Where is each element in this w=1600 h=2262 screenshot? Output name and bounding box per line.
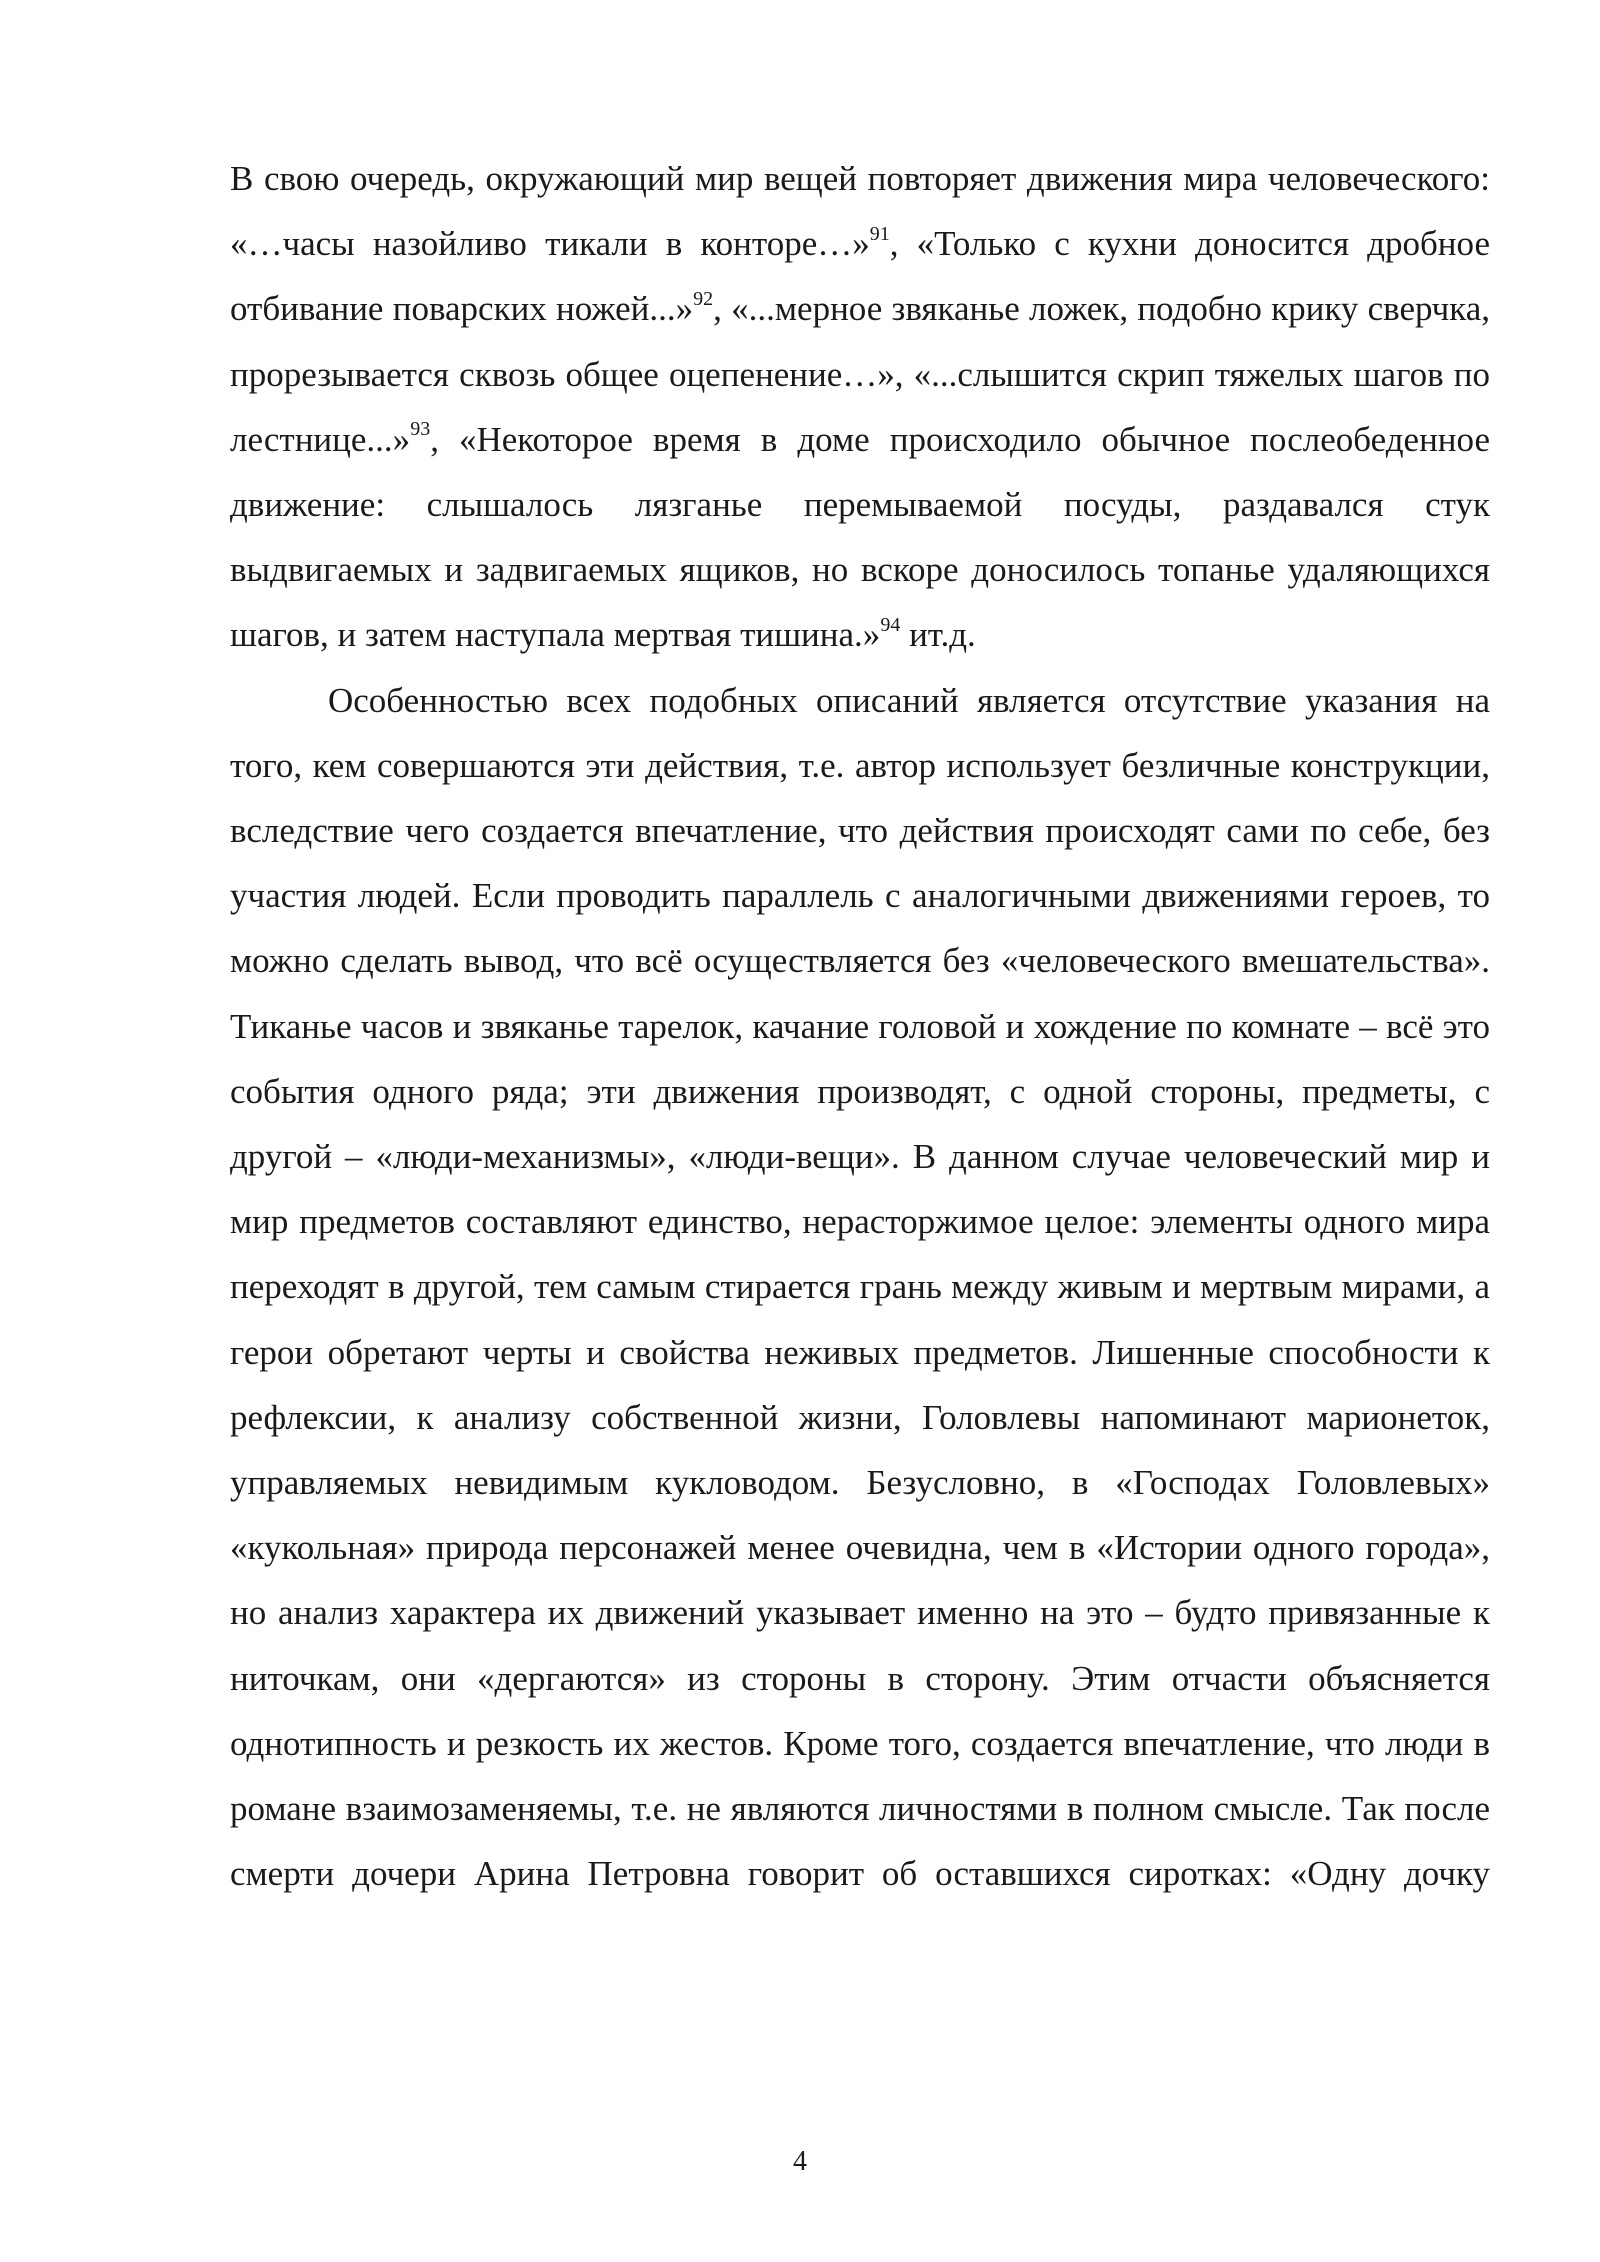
footnote-ref-92: 92 (693, 287, 714, 310)
footnote-ref-91: 91 (869, 222, 890, 245)
footnote-ref-94: 94 (880, 613, 901, 636)
footnote-ref-93: 93 (410, 418, 431, 441)
text-segment: В свою очередь, окружающий мир вещей повторяет движения мира человеческого: «…часы назойливо тикали в конторе…» (230, 159, 1490, 264)
page-number: 4 (793, 2146, 807, 2177)
body-text (230, 146, 1490, 1906)
text-segment: ит.д. (900, 615, 976, 655)
text-segment: , «Некоторое время в доме происходило обычное послеобеденное движение: слышалось лязганье перемываемой посуды, раздавался стук выдвигаемых и задвигаемых ящиков, но вскоре доносилось топанье удаляющихся шагов, и затем наступала мертвая тишина.» (230, 419, 1490, 655)
paragraph-2 (230, 668, 1490, 1907)
paragraph-1 (230, 146, 1490, 668)
text-segment: , «Только с кухни доносится дробное отбивание поварских ножей...» (230, 224, 1490, 329)
text-segment: Особенностью всех подобных описаний является отсутствие указания на того, кем совершаются эти действия, т.е. автор использует безличные конструкции, вследствие чего создается впечатление, что действия происходят сами по себе, без участия людей. Если проводить параллель с аналогичными движениями героев, то можно сделать вывод, что всё осуществляется без «человеческого вмешательства». Тиканье часов и звяканье тарелок, качание головой и хождение по комнате – всё это события одного ряда; эти движения производят, с одной стороны, предметы, с другой – «люди-механизмы», «люди-вещи». В данном случае человеческий мир и мир предметов составляют единство, нерасторжимое целое: элементы одного мира переходят в другой, тем самым стирается грань между живым и мертвым мирами, а герои обретают черты и свойства неживых предметов. Лишенные способности к рефлексии, к анализу собственной жизни, Головлевы напоминают марионеток, управляемых невидимым кукловодом. Безусловно, в «Господах Головлевых» «кукольная» природа персонажей менее очевидна, чем в «Истории одного города», но анализ характера их движений указывает именно на это – будто привязанные к ниточкам, они «дергаются» из стороны в сторону. Этим отчасти объясняется однотипность и резкость их жестов. Кроме того, создается впечатление, что люди в романе взаимозаменяемы, т.е. не являются личностями в полном смысле. Так после смерти дочери Арина Петровна говорит об оставшихся сиротках: «Одну дочку (230, 680, 1490, 1894)
text-segment: , «...мерное звяканье ложек, подобно крику сверчка, прорезывается сквозь общее оцепенение…», «...слышится скрип тяжелых шагов по лестнице...» (230, 289, 1490, 459)
